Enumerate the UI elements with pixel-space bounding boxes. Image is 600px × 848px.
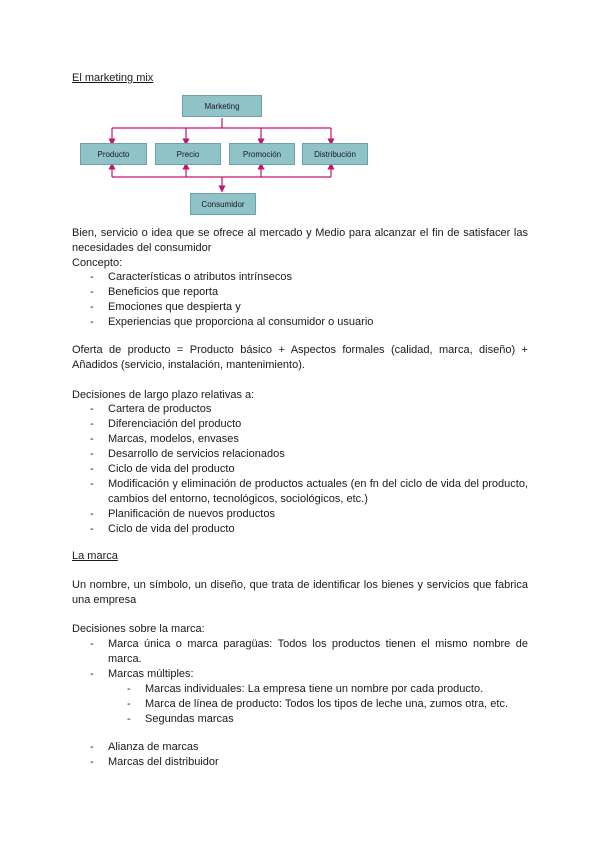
diagram-box-producto: Producto (80, 143, 147, 165)
list-item: - Marcas del distribuidor (108, 755, 528, 770)
decisiones-label: Decisiones de largo plazo relativas a: (72, 389, 255, 401)
marca-decisiones-label: Decisiones sobre la marca: (72, 623, 205, 635)
marca-list (108, 637, 528, 682)
list-item: - Alianza de marcas (108, 740, 528, 755)
list-item: - Segundas marcas (145, 712, 528, 727)
list-item: - Características o atributos intrínsecos (108, 270, 528, 285)
marca-list-continued (108, 740, 528, 770)
product-definition: Bien, servicio o idea que se ofrece al mercado y Medio para alcanzar el fin de satisfacer las necesidades del consumidor (72, 227, 528, 254)
decisiones-list (108, 402, 528, 537)
list-item: - Marcas, modelos, envases (108, 432, 528, 447)
list-item: - Ciclo de vida del producto (108, 522, 528, 537)
list-item: - Diferenciación del producto (108, 417, 528, 432)
oferta-producto: Oferta de producto = Producto básico + Aspectos formales (calidad, marca, diseño) + Añadidos (servicio, instalación, mantenimiento). (72, 344, 528, 371)
list-item: - Planificación de nuevos productos (108, 507, 528, 522)
multiples-sublist (145, 682, 528, 727)
diagram-box-marketing: Marketing (182, 95, 262, 117)
list-item: - Modificación y eliminación de productos actuales (en fn del ciclo de vida del producto, cambios del entorno, tecnológicos, sociológicos, etc.) (108, 477, 528, 507)
list-item: - Marcas individuales: La empresa tiene un nombre por cada producto. (145, 682, 528, 697)
diagram-box-promocion: Promoción (229, 143, 295, 165)
list-item: - Experiencias que proporciona al consumidor o usuario (108, 315, 528, 330)
list-item: - Marca de línea de producto: Todos los tipos de leche una, zumos otra, etc. (145, 697, 528, 712)
list-item: - Marcas múltiples: (108, 667, 528, 682)
diagram-box-consumidor: Consumidor (190, 193, 256, 215)
list-item: - Cartera de productos (108, 402, 528, 417)
marca-definition: Un nombre, un símbolo, un diseño, que trata de identificar los bienes y servicios que fabrica una empresa (72, 579, 528, 606)
concepto-list (108, 270, 528, 330)
section-title-la-marca: La marca (72, 550, 118, 562)
concepto-label: Concepto: (72, 257, 123, 269)
diagram-box-distribucion: Distribución (302, 143, 368, 165)
list-item: - Desarrollo de servicios relacionados (108, 447, 528, 462)
list-item: - Emociones que despierta y (108, 300, 528, 315)
section-title-marketing-mix: El marketing mix (72, 72, 154, 84)
list-item: - Beneficios que reporta (108, 285, 528, 300)
list-item: - Marca única o marca paragüas: Todos los productos tienen el mismo nombre de marca. (108, 637, 528, 667)
list-item: - Ciclo de vida del producto (108, 462, 528, 477)
diagram-box-precio: Precio (155, 143, 221, 165)
